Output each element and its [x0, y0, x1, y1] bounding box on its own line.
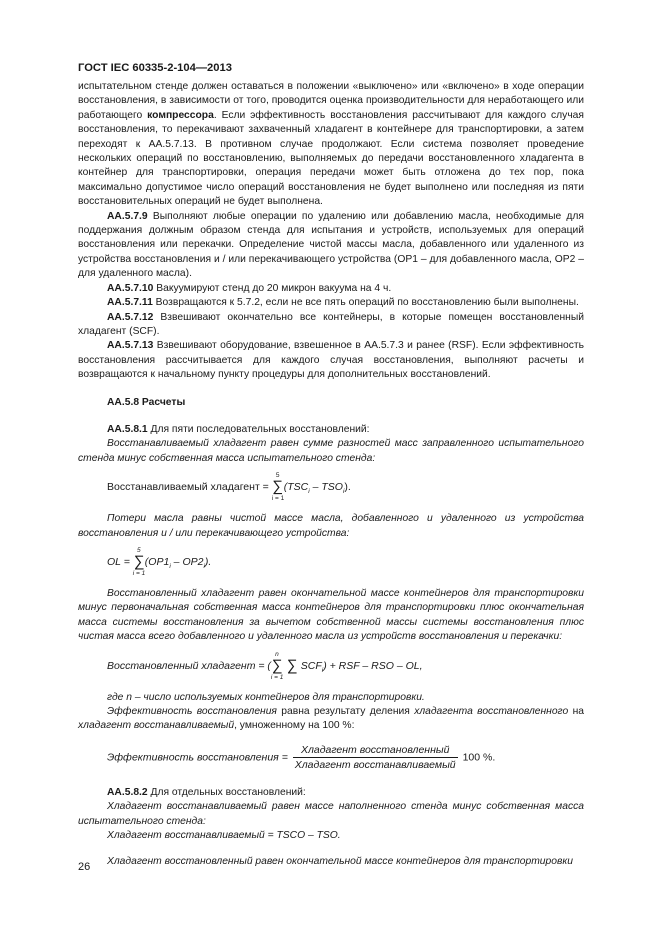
sigma-symbol: ∑ n i = 1 — [270, 650, 284, 681]
formula-lhs: Эффективность восстановления = — [107, 751, 291, 764]
clause-text: Взвешивают оборудование, взвешенное в АА.5.7.3 и ранее (RSF). Если эффективность восстановления рассчитывается для каждого случая восстановления, выполняют расчеты и возвращаются к начальному пункту процедуры для дополнительных восстановлений. — [78, 340, 584, 381]
subscript: i — [342, 488, 345, 496]
clause-aa-5-7-10 — [78, 282, 584, 296]
definition-text — [78, 587, 584, 645]
term: Эффективность восстановления — [107, 706, 277, 717]
subscript: i — [308, 488, 310, 496]
formula-end: ). — [204, 555, 212, 568]
clause-text: Взвешивают окончательно все контейнеры, в которые помещен восстановленный хладагент (SCF). — [78, 311, 584, 337]
formula-term: (TSC — [283, 480, 309, 493]
clause-aa-5-8-1 — [78, 423, 584, 437]
fraction-numerator: Хладагент восстановленный — [293, 744, 458, 758]
formula-end: ). — [344, 480, 351, 493]
clause-number: АА.5.8.2 — [107, 786, 148, 798]
formula-efficiency — [78, 742, 584, 776]
definition-text: Потери масла равны чистой массе масла, добавленного и удаленного из устройства восстановления и / или перекачивающего устройства: — [78, 513, 584, 539]
page-number: 26 — [78, 861, 91, 873]
section-heading: АА.5.8 Расчеты — [107, 396, 186, 408]
text: равна результату деления — [276, 706, 415, 717]
sum-lower: i = 1 — [132, 569, 146, 577]
formula-expression — [107, 650, 423, 681]
clause-text: Для отдельных восстановлений: — [147, 786, 306, 798]
clause-number: АА.5.8.1 — [107, 423, 148, 435]
formula-recovered-refrigerant — [78, 650, 584, 681]
term: хладагент восстанавливаемый — [78, 720, 235, 732]
subscript: i — [169, 562, 171, 570]
subscript: i — [203, 562, 205, 570]
fraction-denominator: Хладагент восстанавливаемый — [294, 758, 456, 771]
formula-tail: 100 %. — [459, 751, 496, 764]
clause-text: Выполняют любые операции по удалению или добавлению масла, необходимые для поддержания должным образом стенда для испытания и устройств, используемых для операций восстановления или перекачки. Определение чистой массы масла, добавленного или удаленного из устройства восстановления и / или перекачивающего устройства (ОР1 – для добавленного масла, ОР2 – для удаленного масла). — [78, 210, 584, 280]
formula-expression — [107, 744, 495, 771]
sum-lower: i = 1 — [270, 673, 284, 681]
clause-text: Возвращаются к 5.7.2, если не все пять операций по восстановлению были выполнены. — [152, 297, 579, 309]
sigma-symbol-inner: ∑ — [286, 656, 298, 674]
clause-number: АА.5.7.11 — [107, 297, 153, 309]
clause-aa-5-7-11 — [78, 296, 584, 310]
formula-term: SCF — [300, 659, 322, 672]
document-page — [78, 62, 584, 870]
sum-upper: 5 — [275, 472, 280, 480]
clause-text: Вакуумируют стенд до 20 микрон вакуума на 4 ч. — [153, 282, 392, 294]
formula-lhs: Восстанавливаемый хладагент = — [107, 480, 272, 493]
document-header: ГОСТ IEC 60335-2-104—2013 — [78, 62, 232, 74]
sum-upper: n — [275, 650, 279, 658]
clause-aa-5-8-2 — [78, 786, 584, 800]
definition-text: Хладагент восстанавливаемый равен массе наполненного стенда минус собственная масса испытательного стенда: — [78, 801, 584, 827]
clause-number: АА.5.7.9 — [107, 210, 148, 222]
sum-upper: 5 — [136, 546, 141, 554]
formula-lhs: OL = — [107, 555, 133, 568]
formula-tail: ) + RSF – RSO – OL, — [323, 659, 423, 672]
formula-lhs: Восстановленный хладагент = ( — [107, 659, 271, 672]
clause-aa-5-7-9 — [78, 210, 584, 282]
text: , умноженному на 100 %: — [234, 720, 355, 732]
clause-aa-5-7-12 — [78, 311, 584, 340]
formula-recoverable-refrigerant — [78, 474, 584, 502]
definition-text: Хладагент восстановленный равен окончательной массе контейнеров для транспортировки — [107, 856, 573, 868]
definition-text: Восстанавливаемый хладагент равен сумме разностей масс заправленного испытательного стенда минус собственная масса испытательного стенда: — [78, 438, 584, 464]
formula-expression — [107, 546, 212, 577]
clause-number: АА.5.7.13 — [107, 340, 154, 352]
text: испытательном стенде должен оставаться в положении «выключено» или «включено» в ходе операции восстановления, в зависимости от того, проводится оценка производительности для неработающего или работающего — [78, 81, 584, 121]
paragraph-continuation — [78, 80, 584, 210]
bold-term: компрессора — [147, 109, 214, 121]
sigma-symbol: ∑ 5 i = 1 — [271, 472, 285, 503]
clause-number: АА.5.7.10 — [107, 282, 154, 294]
subscript: i — [321, 666, 324, 674]
sigma-symbol: ∑ 5 i = 1 — [132, 546, 146, 577]
clause-number: АА.5.7.12 — [107, 311, 154, 323]
formula-term: – TSO — [309, 480, 343, 493]
efficiency-definition — [78, 705, 584, 734]
formula-expression — [107, 472, 351, 503]
sum-lower: i = 1 — [271, 495, 285, 503]
formula-oil-loss — [78, 546, 584, 577]
text: . Если эффективность восстановления рассчитывают для каждого случая восстановления, то перекачивают захваченный хладагент в контейнере для транспортировки, а затем переходят к АА.5.7.13. В противном случае продолжают. Если система позволяет проведение нескольких операций по восстановлению, выполняемых до передачи восстановленного хладагента в контейнер для транспортировки, операция передачи может быть отложена до тех пор, пока максимально допустимое число операций восстановления не будет выполнено или последняя из пяти восстановительных операций не будет выполнена. — [78, 109, 584, 208]
clause-aa-5-7-13 — [78, 339, 584, 382]
clause-text: Для пяти последовательных восстановлений: — [147, 423, 370, 435]
where-clause: где n – число используемых контейнеров для транспортировки. — [107, 691, 425, 703]
text: на — [568, 706, 585, 717]
formula-term: (OP1 — [144, 555, 170, 568]
fraction — [293, 744, 458, 771]
term: хладагента восстановленного — [414, 706, 569, 717]
formula-inline: Хладагент восстанавливаемый = TSCO – TSO. — [107, 830, 341, 842]
formula-term: – OP2 — [170, 555, 204, 568]
text: Восстановленный хладагент равен окончательной массе контейнеров для транспортировки минус первоначальная собственная масса контейнеров для транспортировки плюс окончательная масса системы восстановления за вычетом собственной массы системы восстановления плюс чистая масса всего добавленного и удаленного масла из устройств восстановления и перекачки: — [78, 587, 584, 643]
